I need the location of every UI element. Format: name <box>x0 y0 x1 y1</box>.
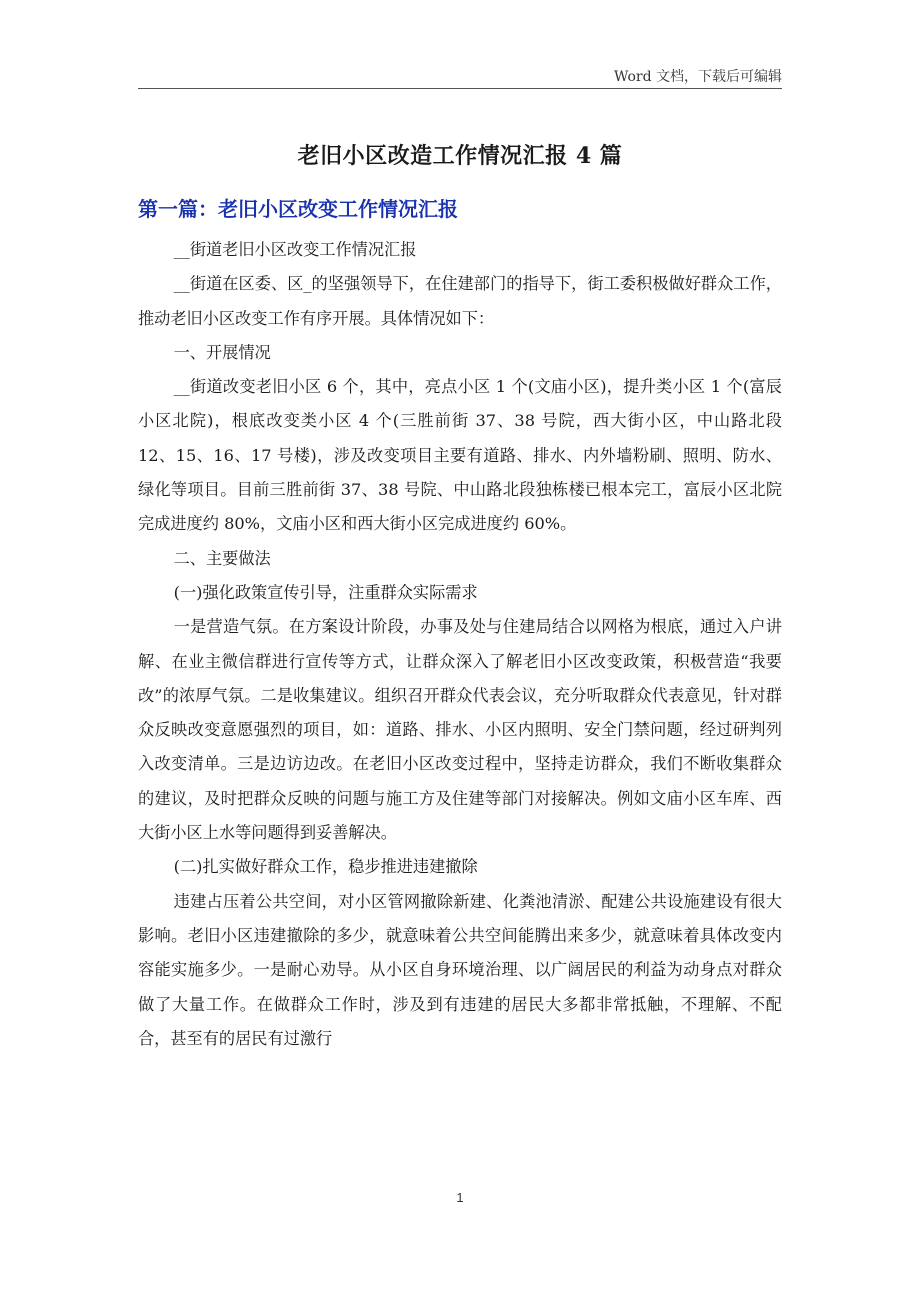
document-title: 老旧小区改造工作情况汇报 4 篇 <box>297 143 623 169</box>
paragraph: __街道在区委、区_的坚强领导下，在住建部门的指导下，街工委积极做好群众工作，推动老旧小区改变工作有序开展。具体情况如下： <box>138 274 782 328</box>
document-body <box>138 233 782 1056</box>
header-note: Word 文档，下载后可编辑 <box>614 69 782 85</box>
paragraph: __街道老旧小区改变工作情况汇报 <box>173 240 417 259</box>
paragraph: (一)强化政策宣传引导，注重群众实际需求 <box>173 582 478 602</box>
paragraph: 二、主要做法 <box>173 548 271 568</box>
paragraph: (二)扎实做好群众工作，稳步推进违建撤除 <box>173 857 478 877</box>
page-number: 1 <box>456 1190 464 1205</box>
paragraph: __街道改变老旧小区 6 个，其中，亮点小区 1 个(文庙小区)，提升类小区 1 个(富辰小区北院)，根底改变类小区 4 个(三胜前街 37、38 号院，西大街小区，中山路北段 12、15、16、17 号楼)，涉及改变项目主要有道路、排水、内外墙粉刷、照明、防水、绿化等项目。目前三胜前街 37、38 号院、中山路北段独栋楼已根本完工，富辰小区北院完成进度约 80%，文庙小区和西大街小区完成进度约 60%。 <box>138 377 782 534</box>
paragraph: 一是营造气氛。在方案设计阶段，办事及处与住建局结合以网格为根底，通过入户讲解、在业主微信群进行宣传等方式，让群众深入了解老旧小区改变政策，积极营造“我要改”的浓厚气氛。二是收集建议。组织召开群众代表会议，充分听取群众代表意见，针对群众反映改变意愿强烈的项目，如：道路、排水、小区内照明、安全门禁问题，经过研判列入改变清单。三是边访边改。在老旧小区改变过程中，坚持走访群众，我们不断收集群众的建议，及时把群众反映的问题与施工方及住建等部门对接解决。例如文庙小区车库、西大街小区上水等问题得到妥善解决。 <box>138 617 782 843</box>
section-heading: 第一篇：老旧小区改变工作情况汇报 <box>138 197 458 221</box>
paragraph: 违建占压着公共空间，对小区管网撤除新建、化粪池清淤、配建公共设施建设有很大影响。老旧小区违建撤除的多少，就意味着公共空间能腾出来多少，就意味着具体改变内容能实施多少。一是耐心劝导。从小区自身环境治理、以广阔居民的利益为动身点对群众做了大量工作。在做群众工作时，涉及到有违建的居民大多都非常抵触，不理解、不配合，甚至有的居民有过激行 <box>138 891 782 1048</box>
paragraph: 一、开展情况 <box>173 342 271 362</box>
header-divider <box>138 88 782 89</box>
